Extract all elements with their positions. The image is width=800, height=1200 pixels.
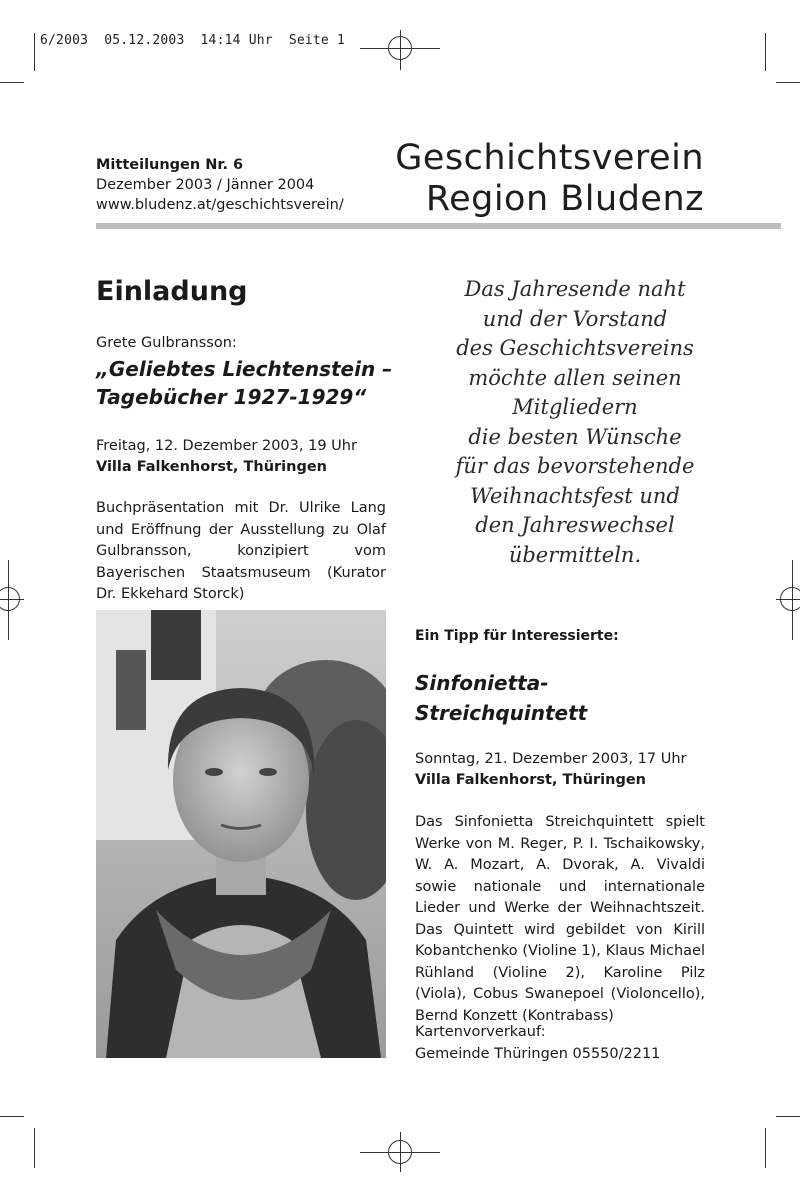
event-venue: Villa Falkenhorst, Thüringen (96, 459, 328, 475)
event-date: Freitag, 12. Dezember 2003, 19 Uhr (96, 438, 357, 454)
event-description: Buchpräsentation mit Dr. Ulrike Lang und Eröffnung der Ausstellung zu Olaf Gulbransson, konzipiert vom Bayerischen Staatsmuseum (Kurator Dr. Ekkehard Storck) (96, 500, 386, 602)
print-slug: 6/2003 05.12.2003 14:14 Uhr Seite 1 (40, 33, 346, 48)
greeting-line: übermitteln. (508, 542, 642, 567)
section-heading: Einladung (96, 276, 248, 307)
book-title: „Geliebtes Liechtenstein – Tagebücher 1927-1929“ (96, 357, 393, 409)
concert-title-line-2: Streichquintett (415, 701, 588, 725)
website-url: www.bludenz.at/geschichtsverein/ (96, 197, 344, 213)
concert-date: Sonntag, 21. Dezember 2003, 17 Uhr (415, 751, 687, 767)
concert-datetime (415, 749, 687, 791)
issue-period: Dezember 2003 / Jänner 2004 (96, 177, 315, 193)
greeting-line: Das Jahresende naht (464, 277, 686, 301)
issue-number: Mitteilungen Nr. 6 (96, 157, 244, 173)
event-datetime (96, 436, 357, 478)
greeting-line: Weihnachtsfest und (470, 483, 680, 508)
greeting-line: für das bevorstehende (455, 454, 695, 478)
ticket-info (415, 1022, 660, 1065)
masthead-line-2: Region Bludenz (425, 179, 704, 219)
masthead-line-1: Geschichtsverein (395, 138, 704, 178)
tip-label: Ein Tipp für Interessierte: (415, 628, 619, 644)
greeting-line: die besten Wünsche (468, 424, 682, 449)
greeting-line: Mitgliedern (512, 395, 638, 419)
ticket-label: Kartenvorverkauf: (415, 1024, 546, 1040)
concert-description: Das Sinfonietta Streichquintett spielt Werke von M. Reger, P. I. Tschaikowsky, W. A. Mozart, A. Dvorak, A. Vivaldi sowie nationale und internationale Lieder und Werke der Weihnachtszeit. Das Quintett wird gebildet von Kirill Kobantchenko (Violine 1), Klaus Michael Rühland (Violine 2), Karoline Pilz (Viola), Cobus Swanepoel (Violoncello), Bernd Konzett (Kontrabass) (415, 814, 705, 1024)
author-line: Grete Gulbransson: (96, 335, 237, 351)
concert-venue: Villa Falkenhorst, Thüringen (415, 772, 647, 788)
greeting-line: des Geschichtsvereins (456, 336, 694, 360)
concert-title (415, 668, 715, 728)
greeting-line: den Jahreswechsel (475, 513, 675, 537)
season-greeting (420, 275, 730, 570)
masthead (395, 138, 704, 220)
ticket-contact: Gemeinde Thüringen 05550/2211 (415, 1045, 661, 1062)
concert-title-line-1: Sinfonietta- (415, 671, 549, 695)
greeting-line: möchte allen seinen (468, 365, 682, 390)
greeting-line: und der Vorstand (482, 306, 668, 331)
newsletter-info (96, 155, 344, 215)
portrait-photo (96, 610, 386, 1058)
header-rule (96, 223, 781, 229)
